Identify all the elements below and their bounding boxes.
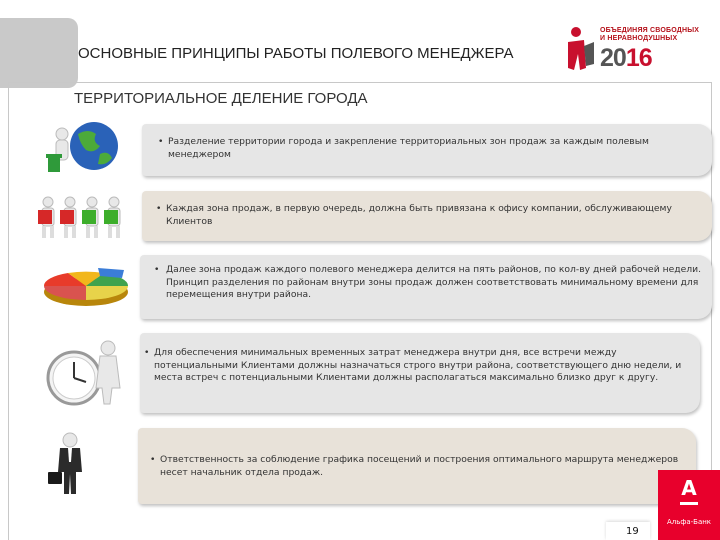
bullet-marker: • <box>144 347 150 358</box>
logo-figure-icon <box>566 24 596 72</box>
principle-card-3 <box>140 255 712 319</box>
clock-man-icon <box>38 338 133 408</box>
alfa-bank-underline <box>680 502 698 505</box>
principle-card-5 <box>138 428 696 504</box>
logo-text-line2: И НЕРАВНОДУШНЫХ <box>600 35 678 42</box>
puzzle-people-icon <box>34 192 129 244</box>
alfa-bank-logo <box>658 470 720 540</box>
page-title: ОСНОВНЫЕ ПРИНЦИПЫ РАБОТЫ ПОЛЕВОГО МЕНЕДЖЕРА <box>78 45 514 62</box>
alfa-bank-name: Альфа-Банк <box>666 518 712 526</box>
logo-text-line1: ОБЪЕДИНЯЯ СВОБОДНЫХ <box>600 27 700 34</box>
logo-year <box>600 44 652 73</box>
alfa-bank-letter: А <box>681 476 697 500</box>
bullet-marker: • <box>156 203 162 214</box>
principle-text-4: Для обеспечения минимальных временных затрат менеджера внутри дня, все встречи между потенциальными Клиентами должны назначаться строго внутри района, соответствующего дню недели, и места встреч с потенциальными Клиентами должны располагаться максимально близко друг к другу. <box>154 347 682 383</box>
principle-card-1 <box>142 124 712 176</box>
principle-text-5: Ответственность за соблюдение графика посещений и построения оптимального маршрута менеджеров несет начальник отдела продаж. <box>160 454 679 478</box>
page-number: 19 <box>626 526 639 537</box>
globe-icon <box>34 120 129 180</box>
logo-year-part2: 16 <box>625 44 652 72</box>
bullet-marker: • <box>158 136 164 147</box>
bullet-marker: • <box>154 264 160 275</box>
businessman-icon <box>30 432 110 498</box>
event-logo <box>566 24 706 76</box>
pie-chart-icon <box>38 264 133 310</box>
principle-text-1: Разделение территории города и закрепление территориальных зон продаж за каждым полевым менеджером <box>168 136 649 160</box>
principle-text-3: Далее зона продаж каждого полевого менеджера делится на пять районов, по кол-ву дней рабочей недели. Принцип разделения по районам внутри зоны продаж должен соответствовать минимальному времени для перемещения внутри района. <box>166 264 702 300</box>
principle-text-2: Каждая зона продаж, в первую очередь, должна быть привязана к офису компании, обслуживающему Клиентов <box>166 203 672 227</box>
decorative-gray-square <box>0 18 78 88</box>
principle-card-4 <box>140 333 700 413</box>
principle-card-2 <box>142 191 712 241</box>
bullet-marker: • <box>150 454 156 465</box>
logo-year-part1: 20 <box>600 44 626 72</box>
page-subtitle: ТЕРРИТОРИАЛЬНОЕ ДЕЛЕНИЕ ГОРОДА <box>74 90 368 107</box>
